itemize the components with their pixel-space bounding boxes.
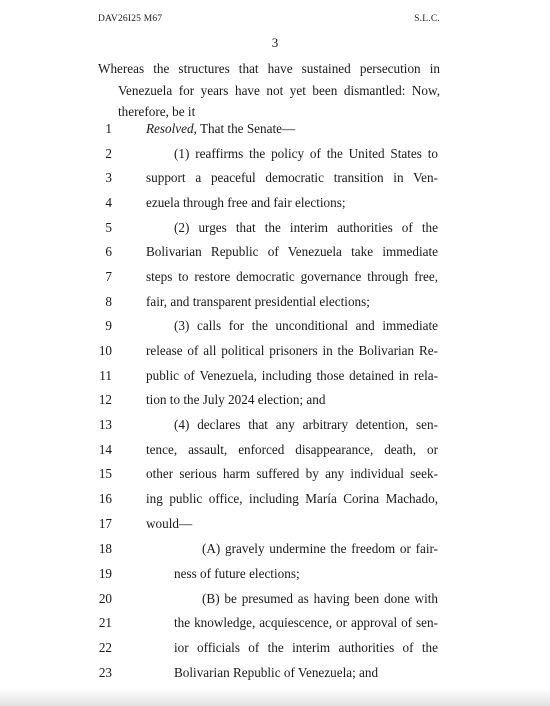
line-text: ior officials of the interim authorities of the <box>174 640 438 655</box>
line-number: 4 <box>105 195 112 210</box>
resolution-line <box>0 314 550 338</box>
line-text: would— <box>146 516 193 531</box>
line-text: Bolivarian Republic of Venezuela take immediate <box>146 244 438 259</box>
line-number: 12 <box>98 392 112 407</box>
line-number: 9 <box>105 318 112 333</box>
line-text: other serious harm suffered by any individual seek- <box>146 466 438 481</box>
line-text: Bolivarian Republic of Venezuela; and <box>174 665 379 680</box>
document-id: DAV26I25 M67 <box>98 14 163 24</box>
line-number: 19 <box>98 566 112 581</box>
resolution-line <box>0 240 550 264</box>
resolution-line <box>0 462 550 486</box>
line-number: 15 <box>98 466 112 481</box>
resolution-line <box>0 438 550 462</box>
line-number: 18 <box>98 541 112 556</box>
line-text: tion to the July 2024 election; and <box>146 392 326 407</box>
resolution-line <box>0 611 550 635</box>
resolved-word: Resolved, <box>146 121 197 136</box>
line-text: release of all political prisoners in the Bolivarian Re- <box>146 343 438 358</box>
line-text: ezuela through free and fair elections; <box>146 195 346 210</box>
resolution-line <box>0 587 550 611</box>
line-text: fair, and transparent presidential elections; <box>146 294 370 309</box>
line-text: (1) reaffirms the policy of the United States to <box>174 146 438 161</box>
line-number: 23 <box>98 665 112 680</box>
line-number: 16 <box>98 491 112 506</box>
line-number: 5 <box>105 220 112 235</box>
line-number: 1 <box>105 121 112 136</box>
line-number: 17 <box>98 516 112 531</box>
line-text: ing public office, including María Corina Machado, <box>146 491 438 506</box>
resolution-line <box>0 388 550 412</box>
line-number: 11 <box>99 368 112 383</box>
line-number: 10 <box>98 343 112 358</box>
line-text: (B) be presumed as having been done with <box>202 591 438 606</box>
resolved-text: That the Senate— <box>196 121 296 136</box>
whereas-line: Venezuela for years have not yet been dismantled: Now, <box>118 82 440 98</box>
line-number: 7 <box>105 269 112 284</box>
line-text: ness of future elections; <box>174 566 300 581</box>
line-number: 3 <box>105 170 112 185</box>
slc-label: S.L.C. <box>414 14 440 24</box>
resolution-line <box>0 216 550 240</box>
line-text: (4) declares that any arbitrary detention, sen- <box>174 417 438 432</box>
page-shadow <box>0 688 550 706</box>
line-text: tence, assault, enforced disappearance, death, or <box>146 442 438 457</box>
resolution-line <box>0 142 550 166</box>
line-number: 8 <box>105 294 112 309</box>
line-number: 6 <box>105 244 112 259</box>
line-text: (3) calls for the unconditional and immediate <box>174 318 438 333</box>
resolution-line <box>0 166 550 190</box>
resolution-line <box>0 636 550 660</box>
whereas-clause <box>98 58 440 123</box>
line-number: 13 <box>98 417 112 432</box>
line-number: 22 <box>98 640 112 655</box>
resolution-line <box>0 117 550 141</box>
whereas-line: Whereas the structures that have sustained persecution in <box>98 61 440 76</box>
line-text: (A) gravely undermine the freedom or fair- <box>202 541 438 556</box>
line-text: the knowledge, acquiescence, or approval of sen- <box>174 615 438 630</box>
resolution-line <box>0 290 550 314</box>
line-number: 14 <box>98 442 112 457</box>
line-text: (2) urges that the interim authorities of the <box>174 220 438 235</box>
resolution-line <box>0 413 550 437</box>
resolution-line <box>0 364 550 388</box>
resolution-line <box>0 562 550 586</box>
resolution-line <box>0 512 550 536</box>
resolution-line <box>0 661 550 685</box>
resolved-clause <box>146 117 295 141</box>
whereas-line: therefore, be it <box>118 104 196 119</box>
resolution-line <box>0 487 550 511</box>
line-text: steps to restore democratic governance through free, <box>146 269 438 284</box>
resolution-line <box>0 191 550 215</box>
line-number: 21 <box>98 615 112 630</box>
line-number: 2 <box>105 146 112 161</box>
line-number: 20 <box>98 591 112 606</box>
resolution-line <box>0 339 550 363</box>
line-text: support a peaceful democratic transition in Ven- <box>146 170 438 185</box>
resolution-line <box>0 265 550 289</box>
page-number: 3 <box>271 35 279 50</box>
resolution-line <box>0 537 550 561</box>
line-text: public of Venezuela, including those detained in rela- <box>146 368 438 383</box>
